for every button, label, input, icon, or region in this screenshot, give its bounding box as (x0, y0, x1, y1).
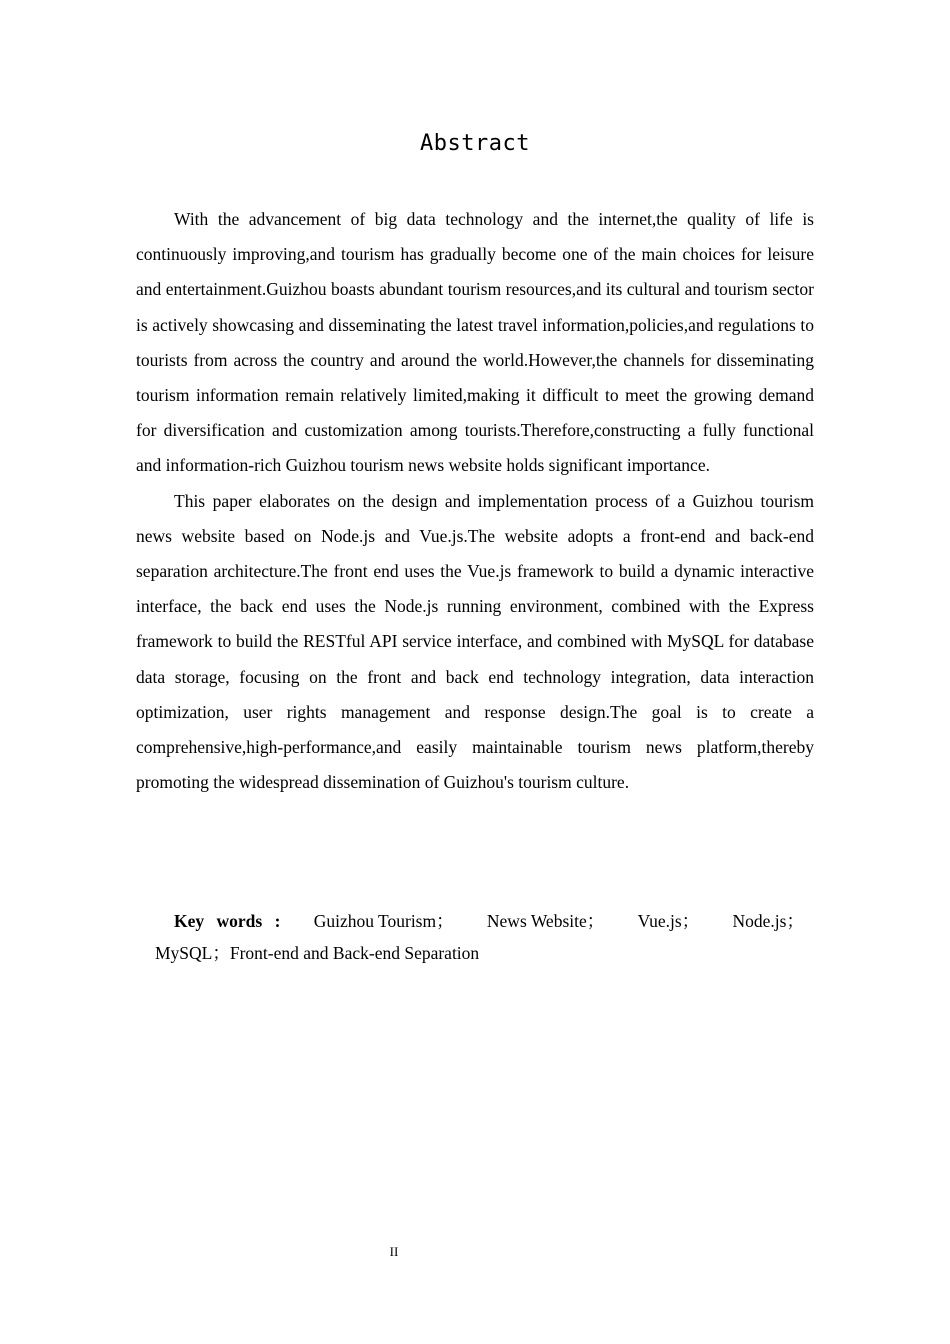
abstract-title: Abstract (420, 131, 530, 156)
keywords-line-2 (136, 937, 804, 969)
keyword-item: Front-end and Back-end Separation (229, 943, 480, 963)
page-number: II (389, 1244, 399, 1259)
keyword-item: Guizhou Tourism； (313, 911, 454, 931)
keyword-item: Node.js； (732, 911, 804, 931)
keywords-section (136, 905, 804, 969)
keywords-label: Key words : (174, 911, 281, 931)
keyword-item: Vue.js； (637, 911, 700, 931)
keyword-item: MySQL； (155, 943, 230, 963)
abstract-body (136, 202, 814, 800)
keyword-item: News Website； (486, 911, 605, 931)
abstract-paragraph-1: With the advancement of big data technology and the internet,the quality of life is continuously improving,and tourism has gradually become one of the main choices for leisure and entertainment.Guizhou boasts abundant tourism resources,and its cultural and tourism sector is actively showcasing and disseminating the latest travel information,policies,and regulations to tourists from across the country and around the world.However,the channels for disseminating tourism information remain relatively limited,making it difficult to meet the growing demand for diversification and customization among tourists.Therefore,constructing a fully functional and information-rich Guizhou tourism news website holds significant importance. (136, 209, 814, 476)
abstract-paragraph-2: This paper elaborates on the design and implementation process of a Guizhou tourism news website based on Node.js and Vue.js.The website adopts a front-end and back-end separation architecture.The front end uses the Vue.js framework to build a dynamic interactive interface, the back end uses the Node.js running environment, combined with the Express framework to build the RESTful API service interface, and combined with MySQL for database data storage, focusing on the front and back end technology integration, data interaction optimization, user rights management and response design.The goal is to create a comprehensive,high-performance,and easily maintainable tourism news platform,thereby promoting the widespread dissemination of Guizhou's tourism culture. (136, 490, 814, 793)
keywords-line-1 (136, 905, 804, 937)
